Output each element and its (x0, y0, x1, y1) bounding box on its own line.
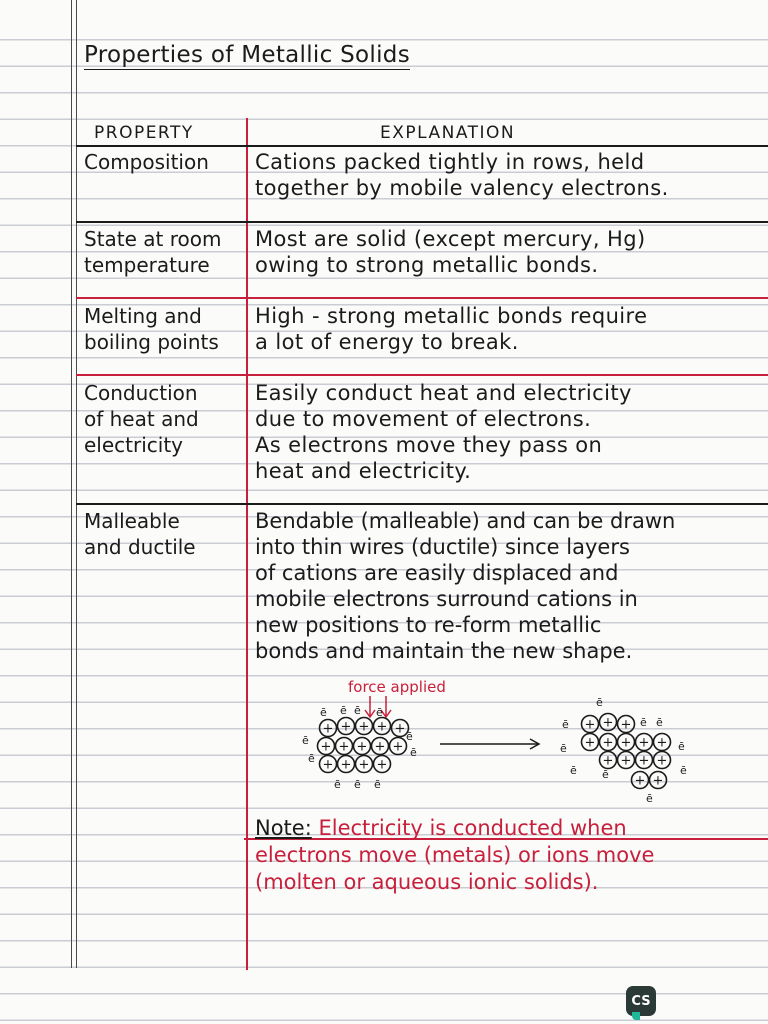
electron: ē (680, 764, 687, 777)
electron: ē (406, 730, 413, 743)
force-applied-label: force applied (348, 678, 446, 696)
row-divider (76, 503, 768, 505)
cation-sign: + (620, 717, 632, 733)
explanation-text: heat and electricity. (255, 459, 472, 483)
header-divider (76, 145, 768, 147)
explanation-cell (255, 380, 632, 484)
cation-sign: + (358, 719, 370, 735)
malleability-diagram (290, 676, 710, 806)
property-cell (84, 303, 219, 355)
cation-sign: + (634, 773, 646, 789)
explanation-text: High - strong metallic bonds require (255, 304, 648, 328)
explanation-text: owing to strong metallic bonds. (255, 253, 599, 277)
explanation-cell (255, 303, 647, 355)
explanation-text: of cations are easily displaced and (255, 561, 619, 585)
property-text: Melting and (84, 304, 202, 328)
electron: ē (374, 778, 381, 791)
property-text: and ductile (84, 535, 196, 559)
electron: ē (334, 778, 341, 791)
explanation-text: Easily conduct heat and electricity (255, 381, 632, 405)
property-cell (84, 508, 196, 560)
electron: ē (302, 734, 309, 747)
row-divider (76, 297, 768, 299)
cation-sign: + (652, 773, 664, 789)
property-cell (84, 226, 222, 278)
note-text: electrons move (metals) or ions move (255, 843, 655, 867)
cation-sign: + (656, 735, 668, 751)
electron: ē (354, 704, 361, 717)
row-divider (76, 374, 768, 376)
cation-sign: + (376, 757, 388, 773)
electron: ē (656, 716, 663, 729)
explanation-text: mobile electrons surround cations in (255, 587, 638, 611)
cation-sign: + (602, 715, 614, 731)
cation-lattice-before (302, 704, 417, 791)
explanation-column-header: EXPLANATION (380, 123, 516, 143)
column-divider (246, 118, 248, 970)
camscanner-logo (626, 986, 656, 1016)
cation-sign: + (392, 739, 404, 755)
note-text: (molten or aqueous ionic solids). (255, 870, 599, 894)
cation-sign: + (358, 757, 370, 773)
property-text: electricity (84, 433, 184, 457)
electron: ē (678, 740, 685, 753)
explanation-cell (255, 508, 675, 664)
explanation-text: together by mobile valency electrons. (255, 176, 669, 200)
cation-sign: + (602, 735, 614, 751)
cation-sign: + (322, 757, 334, 773)
explanation-text: a lot of energy to break. (255, 330, 519, 354)
electron: ē (376, 706, 383, 719)
cation-sign: + (638, 753, 650, 769)
electron: ē (646, 792, 653, 805)
cation-sign: + (374, 739, 386, 755)
property-text: Malleable (84, 509, 180, 533)
property-text: of heat and (84, 407, 199, 431)
property-text: State at room (84, 227, 222, 251)
explanation-cell (255, 149, 669, 201)
note-label: Note: (255, 816, 312, 840)
explanation-text: Bendable (malleable) and can be drawn (255, 509, 676, 533)
cation-sign: + (584, 735, 596, 751)
electron: ē (410, 746, 417, 759)
electron: ē (340, 704, 347, 717)
electron: ē (640, 716, 647, 729)
property-text: Conduction (84, 381, 198, 405)
electron: ē (560, 742, 567, 755)
note (255, 815, 654, 896)
margin-line (71, 0, 72, 968)
cation-sign: + (620, 735, 632, 751)
cation-sign: + (394, 721, 406, 737)
explanation-text: new positions to re-form metallic (255, 613, 602, 637)
page-title: Properties of Metallic Solids (84, 42, 410, 68)
property-text: boiling points (84, 330, 219, 354)
explanation-text: Cations packed tightly in rows, held (255, 150, 645, 174)
explanation-cell (255, 226, 646, 278)
cation-sign: + (320, 739, 332, 755)
row-divider (76, 221, 768, 223)
electron: ē (308, 752, 315, 765)
electron: ē (596, 696, 603, 709)
property-cell (84, 380, 199, 458)
electron: ē (562, 718, 569, 731)
electron: ē (602, 768, 609, 781)
cation-sign: + (322, 721, 334, 737)
explanation-text: into thin wires (ductile) since layers (255, 535, 630, 559)
cation-sign: + (602, 753, 614, 769)
cation-sign: + (638, 735, 650, 751)
electron: ē (570, 764, 577, 777)
note-text: Electricity is conducted when (318, 816, 627, 840)
explanation-text: due to movement of electrons. (255, 407, 592, 431)
property-column-header: PROPERTY (94, 123, 194, 143)
property-text: Composition (84, 150, 209, 174)
property-text: temperature (84, 253, 210, 277)
electron: ē (354, 778, 361, 791)
cation-sign: + (356, 739, 368, 755)
electron: ē (320, 706, 327, 719)
cation-sign: + (340, 757, 352, 773)
explanation-text: Most are solid (except mercury, Hg) (255, 227, 646, 251)
cation-sign: + (338, 739, 350, 755)
explanation-text: As electrons move they pass on (255, 433, 603, 457)
logo-text: CS (631, 993, 651, 1009)
cation-sign: + (584, 717, 596, 733)
property-cell (84, 149, 209, 175)
cation-sign: + (340, 719, 352, 735)
cation-sign: + (620, 753, 632, 769)
cation-lattice-after (560, 696, 687, 805)
cation-sign: + (656, 753, 668, 769)
explanation-text: bonds and maintain the new shape. (255, 639, 633, 663)
cation-sign: + (376, 719, 388, 735)
